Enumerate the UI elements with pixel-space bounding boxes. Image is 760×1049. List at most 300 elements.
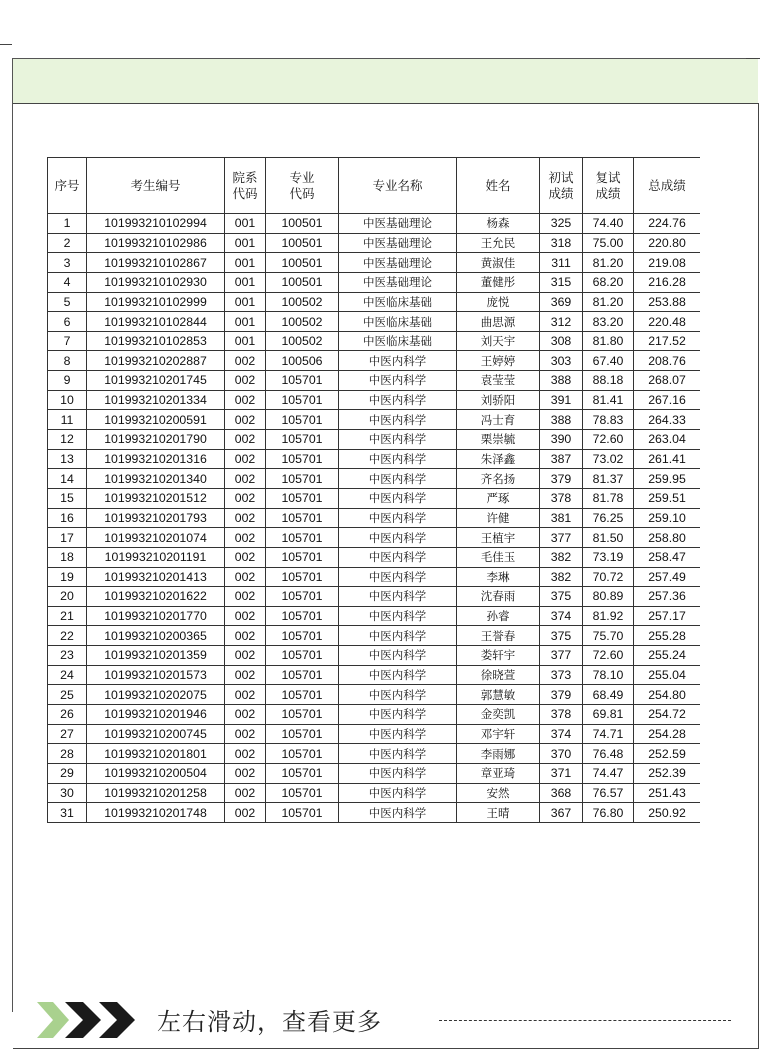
cell-retest: 81.20 bbox=[583, 292, 634, 312]
cell-seq: 30 bbox=[48, 783, 87, 803]
cell-retest: 76.48 bbox=[583, 744, 634, 764]
cell-first-exam: 377 bbox=[540, 646, 583, 666]
cell-major-code: 100502 bbox=[266, 331, 339, 351]
cell-candidate-id: 101993210102853 bbox=[87, 331, 225, 351]
cell-candidate-id: 101993210201359 bbox=[87, 646, 225, 666]
cell-seq: 9 bbox=[48, 371, 87, 391]
cell-seq: 1 bbox=[48, 214, 87, 234]
cell-candidate-id: 101993210102986 bbox=[87, 233, 225, 253]
cell-retest: 81.37 bbox=[583, 469, 634, 489]
cell-total: 219.08 bbox=[634, 253, 701, 273]
table-row bbox=[48, 567, 701, 587]
cell-candidate-id: 101993210201770 bbox=[87, 606, 225, 626]
cell-name: 齐名扬 bbox=[457, 469, 540, 489]
cell-name: 刘骄阳 bbox=[457, 390, 540, 410]
cell-name: 曲思源 bbox=[457, 312, 540, 332]
cell-major-code: 100501 bbox=[266, 214, 339, 234]
cell-dept-code: 002 bbox=[225, 488, 266, 508]
cell-dept-code: 001 bbox=[225, 331, 266, 351]
table-row bbox=[48, 371, 701, 391]
header-dept-code: 院系 代码 bbox=[225, 158, 266, 214]
cell-name: 刘天宇 bbox=[457, 331, 540, 351]
table-row bbox=[48, 528, 701, 548]
cell-total: 255.04 bbox=[634, 665, 701, 685]
cell-name: 王植宇 bbox=[457, 528, 540, 548]
cell-candidate-id: 101993210102994 bbox=[87, 214, 225, 234]
header-major-name: 专业名称 bbox=[339, 158, 457, 214]
cell-major-name: 中医内科学 bbox=[339, 803, 457, 823]
table-row bbox=[48, 351, 701, 371]
table-header-row bbox=[48, 158, 701, 214]
cell-name: 毛佳玉 bbox=[457, 547, 540, 567]
cell-total: 251.43 bbox=[634, 783, 701, 803]
cell-total: 253.88 bbox=[634, 292, 701, 312]
cell-major-name: 中医内科学 bbox=[339, 430, 457, 450]
cell-dept-code: 001 bbox=[225, 253, 266, 273]
cell-first-exam: 382 bbox=[540, 567, 583, 587]
cell-dept-code: 002 bbox=[225, 528, 266, 548]
cell-dept-code: 002 bbox=[225, 567, 266, 587]
header-seq: 序号 bbox=[48, 158, 87, 214]
cell-name: 冯士育 bbox=[457, 410, 540, 430]
cell-dept-code: 001 bbox=[225, 272, 266, 292]
cell-major-name: 中医内科学 bbox=[339, 783, 457, 803]
cell-candidate-id: 101993210200365 bbox=[87, 626, 225, 646]
cell-total: 257.36 bbox=[634, 587, 701, 607]
cell-major-name: 中医内科学 bbox=[339, 685, 457, 705]
cell-retest: 72.60 bbox=[583, 646, 634, 666]
cell-candidate-id: 101993210201793 bbox=[87, 508, 225, 528]
cell-name: 许健 bbox=[457, 508, 540, 528]
cell-candidate-id: 101993210201316 bbox=[87, 449, 225, 469]
table-row bbox=[48, 410, 701, 430]
cell-name: 王婷婷 bbox=[457, 351, 540, 371]
cell-major-code: 105701 bbox=[266, 508, 339, 528]
table-row bbox=[48, 606, 701, 626]
cell-name: 李雨娜 bbox=[457, 744, 540, 764]
cell-total: 259.95 bbox=[634, 469, 701, 489]
cell-total: 216.28 bbox=[634, 272, 701, 292]
cell-candidate-id: 101993210102999 bbox=[87, 292, 225, 312]
swipe-hint[interactable] bbox=[37, 1000, 737, 1040]
cell-dept-code: 002 bbox=[225, 449, 266, 469]
cell-major-code: 105701 bbox=[266, 705, 339, 725]
table-row bbox=[48, 214, 701, 234]
cell-retest: 73.19 bbox=[583, 547, 634, 567]
cell-first-exam: 308 bbox=[540, 331, 583, 351]
cell-name: 栗崇毓 bbox=[457, 430, 540, 450]
cell-major-name: 中医基础理论 bbox=[339, 214, 457, 234]
table-body bbox=[48, 214, 701, 823]
cell-retest: 76.80 bbox=[583, 803, 634, 823]
cell-first-exam: 374 bbox=[540, 724, 583, 744]
cell-dept-code: 002 bbox=[225, 508, 266, 528]
table-row bbox=[48, 272, 701, 292]
cell-major-code: 100501 bbox=[266, 272, 339, 292]
table-row bbox=[48, 253, 701, 273]
table-row bbox=[48, 744, 701, 764]
cell-total: 258.80 bbox=[634, 528, 701, 548]
cell-retest: 74.40 bbox=[583, 214, 634, 234]
cell-dept-code: 002 bbox=[225, 763, 266, 783]
cell-seq: 22 bbox=[48, 626, 87, 646]
cell-name: 朱泽鑫 bbox=[457, 449, 540, 469]
cell-dept-code: 002 bbox=[225, 606, 266, 626]
cell-retest: 81.41 bbox=[583, 390, 634, 410]
cell-major-name: 中医内科学 bbox=[339, 351, 457, 371]
cell-first-exam: 373 bbox=[540, 665, 583, 685]
header-retest: 复试 成绩 bbox=[583, 158, 634, 214]
cell-seq: 13 bbox=[48, 449, 87, 469]
cell-major-code: 105701 bbox=[266, 371, 339, 391]
cell-first-exam: 390 bbox=[540, 430, 583, 450]
cell-dept-code: 002 bbox=[225, 371, 266, 391]
cell-candidate-id: 101993210201801 bbox=[87, 744, 225, 764]
cell-major-name: 中医内科学 bbox=[339, 488, 457, 508]
cell-dept-code: 002 bbox=[225, 783, 266, 803]
cell-name: 黄淑佳 bbox=[457, 253, 540, 273]
cell-major-code: 105701 bbox=[266, 587, 339, 607]
cell-major-code: 100506 bbox=[266, 351, 339, 371]
cell-first-exam: 375 bbox=[540, 587, 583, 607]
table-row bbox=[48, 390, 701, 410]
cell-first-exam: 377 bbox=[540, 528, 583, 548]
cell-total: 252.59 bbox=[634, 744, 701, 764]
frame-right-tick bbox=[746, 58, 760, 59]
cell-candidate-id: 101993210201790 bbox=[87, 430, 225, 450]
cell-total: 255.28 bbox=[634, 626, 701, 646]
cell-first-exam: 379 bbox=[540, 685, 583, 705]
cell-first-exam: 318 bbox=[540, 233, 583, 253]
cell-seq: 6 bbox=[48, 312, 87, 332]
cell-major-name: 中医内科学 bbox=[339, 705, 457, 725]
cell-first-exam: 311 bbox=[540, 253, 583, 273]
cell-total: 259.10 bbox=[634, 508, 701, 528]
cell-total: 255.24 bbox=[634, 646, 701, 666]
cell-candidate-id: 101993210201946 bbox=[87, 705, 225, 725]
cell-first-exam: 388 bbox=[540, 371, 583, 391]
table-row bbox=[48, 469, 701, 489]
cell-major-name: 中医内科学 bbox=[339, 626, 457, 646]
cell-retest: 76.57 bbox=[583, 783, 634, 803]
cell-major-code: 105701 bbox=[266, 547, 339, 567]
cell-candidate-id: 101993210201340 bbox=[87, 469, 225, 489]
cell-dept-code: 001 bbox=[225, 312, 266, 332]
cell-retest: 73.02 bbox=[583, 449, 634, 469]
cell-dept-code: 002 bbox=[225, 410, 266, 430]
cell-seq: 18 bbox=[48, 547, 87, 567]
cell-major-code: 105701 bbox=[266, 528, 339, 548]
cell-first-exam: 379 bbox=[540, 469, 583, 489]
table-row bbox=[48, 312, 701, 332]
cell-major-code: 105701 bbox=[266, 469, 339, 489]
cell-major-code: 105701 bbox=[266, 665, 339, 685]
cell-retest: 81.50 bbox=[583, 528, 634, 548]
cell-first-exam: 378 bbox=[540, 705, 583, 725]
table-row bbox=[48, 508, 701, 528]
cell-candidate-id: 101993210201258 bbox=[87, 783, 225, 803]
cell-retest: 81.92 bbox=[583, 606, 634, 626]
cell-major-name: 中医临床基础 bbox=[339, 331, 457, 351]
cell-retest: 72.60 bbox=[583, 430, 634, 450]
outer-frame bbox=[12, 58, 758, 1036]
cell-seq: 5 bbox=[48, 292, 87, 312]
cell-seq: 29 bbox=[48, 763, 87, 783]
cell-major-code: 100501 bbox=[266, 253, 339, 273]
cell-name: 安然 bbox=[457, 783, 540, 803]
cell-major-name: 中医内科学 bbox=[339, 724, 457, 744]
cell-total: 254.72 bbox=[634, 705, 701, 725]
cell-total: 257.17 bbox=[634, 606, 701, 626]
cell-first-exam: 303 bbox=[540, 351, 583, 371]
cell-first-exam: 378 bbox=[540, 488, 583, 508]
cell-retest: 76.25 bbox=[583, 508, 634, 528]
cell-seq: 16 bbox=[48, 508, 87, 528]
cell-candidate-id: 101993210201074 bbox=[87, 528, 225, 548]
content-card bbox=[13, 103, 759, 1049]
cell-retest: 67.40 bbox=[583, 351, 634, 371]
header-first-exam: 初试 成绩 bbox=[540, 158, 583, 214]
table-row bbox=[48, 803, 701, 823]
cell-retest: 81.78 bbox=[583, 488, 634, 508]
cell-major-name: 中医临床基础 bbox=[339, 312, 457, 332]
score-table bbox=[47, 157, 700, 823]
cell-major-name: 中医内科学 bbox=[339, 410, 457, 430]
cell-seq: 2 bbox=[48, 233, 87, 253]
cell-major-name: 中医临床基础 bbox=[339, 292, 457, 312]
cell-seq: 17 bbox=[48, 528, 87, 548]
cell-dept-code: 002 bbox=[225, 665, 266, 685]
frame-top-line bbox=[0, 44, 12, 45]
cell-major-code: 105701 bbox=[266, 567, 339, 587]
cell-first-exam: 370 bbox=[540, 744, 583, 764]
table-row bbox=[48, 724, 701, 744]
cell-dept-code: 002 bbox=[225, 587, 266, 607]
cell-dept-code: 002 bbox=[225, 646, 266, 666]
chevrons-icon bbox=[37, 1000, 149, 1040]
cell-retest: 68.20 bbox=[583, 272, 634, 292]
cell-candidate-id: 101993210201622 bbox=[87, 587, 225, 607]
cell-candidate-id: 101993210201512 bbox=[87, 488, 225, 508]
table-row bbox=[48, 331, 701, 351]
cell-major-code: 105701 bbox=[266, 783, 339, 803]
cell-retest: 74.47 bbox=[583, 763, 634, 783]
cell-dept-code: 002 bbox=[225, 705, 266, 725]
cell-seq: 10 bbox=[48, 390, 87, 410]
cell-seq: 28 bbox=[48, 744, 87, 764]
cell-major-name: 中医内科学 bbox=[339, 763, 457, 783]
cell-major-name: 中医基础理论 bbox=[339, 233, 457, 253]
cell-first-exam: 374 bbox=[540, 606, 583, 626]
cell-seq: 27 bbox=[48, 724, 87, 744]
cell-major-code: 100501 bbox=[266, 233, 339, 253]
cell-major-name: 中医内科学 bbox=[339, 587, 457, 607]
cell-first-exam: 367 bbox=[540, 803, 583, 823]
cell-total: 254.28 bbox=[634, 724, 701, 744]
cell-major-name: 中医内科学 bbox=[339, 508, 457, 528]
cell-first-exam: 382 bbox=[540, 547, 583, 567]
cell-major-code: 105701 bbox=[266, 724, 339, 744]
table-row bbox=[48, 587, 701, 607]
swipe-hint-text: 左右滑动，查看更多 bbox=[157, 1008, 382, 1036]
cell-name: 杨森 bbox=[457, 214, 540, 234]
cell-major-name: 中医内科学 bbox=[339, 528, 457, 548]
cell-name: 王晴 bbox=[457, 803, 540, 823]
cell-seq: 14 bbox=[48, 469, 87, 489]
cell-candidate-id: 101993210201573 bbox=[87, 665, 225, 685]
cell-first-exam: 312 bbox=[540, 312, 583, 332]
cell-first-exam: 325 bbox=[540, 214, 583, 234]
cell-seq: 20 bbox=[48, 587, 87, 607]
cell-seq: 26 bbox=[48, 705, 87, 725]
cell-seq: 8 bbox=[48, 351, 87, 371]
table-row bbox=[48, 292, 701, 312]
cell-name: 王允民 bbox=[457, 233, 540, 253]
cell-dept-code: 002 bbox=[225, 803, 266, 823]
cell-major-name: 中医内科学 bbox=[339, 665, 457, 685]
cell-first-exam: 315 bbox=[540, 272, 583, 292]
cell-total: 261.41 bbox=[634, 449, 701, 469]
table-row bbox=[48, 626, 701, 646]
cell-major-name: 中医内科学 bbox=[339, 469, 457, 489]
chevron-light-icon bbox=[37, 1002, 69, 1038]
cell-seq: 4 bbox=[48, 272, 87, 292]
cell-seq: 19 bbox=[48, 567, 87, 587]
cell-retest: 74.71 bbox=[583, 724, 634, 744]
cell-major-name: 中医内科学 bbox=[339, 390, 457, 410]
cell-major-name: 中医内科学 bbox=[339, 567, 457, 587]
cell-first-exam: 375 bbox=[540, 626, 583, 646]
cell-first-exam: 387 bbox=[540, 449, 583, 469]
cell-major-code: 105701 bbox=[266, 646, 339, 666]
cell-candidate-id: 101993210102867 bbox=[87, 253, 225, 273]
cell-retest: 68.49 bbox=[583, 685, 634, 705]
header-total: 总成绩 bbox=[634, 158, 701, 214]
header-major-code: 专业 代码 bbox=[266, 158, 339, 214]
table-row bbox=[48, 665, 701, 685]
cell-major-code: 105701 bbox=[266, 606, 339, 626]
cell-name: 严琢 bbox=[457, 488, 540, 508]
table-row bbox=[48, 449, 701, 469]
cell-total: 259.51 bbox=[634, 488, 701, 508]
cell-name: 袁莹莹 bbox=[457, 371, 540, 391]
table-row bbox=[48, 488, 701, 508]
cell-major-code: 105701 bbox=[266, 626, 339, 646]
table-row bbox=[48, 430, 701, 450]
cell-seq: 23 bbox=[48, 646, 87, 666]
cell-major-code: 105701 bbox=[266, 685, 339, 705]
cell-dept-code: 001 bbox=[225, 233, 266, 253]
cell-dept-code: 002 bbox=[225, 547, 266, 567]
chevron-dark-icon-2 bbox=[99, 1002, 135, 1038]
cell-dept-code: 002 bbox=[225, 744, 266, 764]
table-row bbox=[48, 783, 701, 803]
cell-first-exam: 388 bbox=[540, 410, 583, 430]
cell-major-code: 105701 bbox=[266, 449, 339, 469]
cell-candidate-id: 101993210201748 bbox=[87, 803, 225, 823]
cell-retest: 81.80 bbox=[583, 331, 634, 351]
cell-retest: 81.20 bbox=[583, 253, 634, 273]
cell-retest: 75.70 bbox=[583, 626, 634, 646]
cell-name: 娄轩宇 bbox=[457, 646, 540, 666]
cell-major-code: 105701 bbox=[266, 430, 339, 450]
cell-candidate-id: 101993210202075 bbox=[87, 685, 225, 705]
table-row bbox=[48, 646, 701, 666]
cell-seq: 25 bbox=[48, 685, 87, 705]
cell-seq: 7 bbox=[48, 331, 87, 351]
cell-first-exam: 371 bbox=[540, 763, 583, 783]
cell-seq: 21 bbox=[48, 606, 87, 626]
cell-major-code: 105701 bbox=[266, 390, 339, 410]
table-row bbox=[48, 233, 701, 253]
cell-major-name: 中医基础理论 bbox=[339, 253, 457, 273]
cell-major-name: 中医内科学 bbox=[339, 646, 457, 666]
cell-total: 257.49 bbox=[634, 567, 701, 587]
cell-total: 220.48 bbox=[634, 312, 701, 332]
cell-dept-code: 002 bbox=[225, 430, 266, 450]
cell-candidate-id: 101993210202887 bbox=[87, 351, 225, 371]
cell-seq: 3 bbox=[48, 253, 87, 273]
cell-name: 沈春雨 bbox=[457, 587, 540, 607]
cell-major-code: 105701 bbox=[266, 803, 339, 823]
cell-retest: 80.89 bbox=[583, 587, 634, 607]
cell-name: 董健彤 bbox=[457, 272, 540, 292]
cell-retest: 78.10 bbox=[583, 665, 634, 685]
cell-seq: 11 bbox=[48, 410, 87, 430]
cell-name: 金奕凯 bbox=[457, 705, 540, 725]
cell-total: 217.52 bbox=[634, 331, 701, 351]
cell-candidate-id: 101993210201745 bbox=[87, 371, 225, 391]
cell-seq: 31 bbox=[48, 803, 87, 823]
cell-major-code: 100502 bbox=[266, 312, 339, 332]
cell-total: 252.39 bbox=[634, 763, 701, 783]
cell-first-exam: 369 bbox=[540, 292, 583, 312]
cell-dept-code: 002 bbox=[225, 469, 266, 489]
cell-dept-code: 002 bbox=[225, 724, 266, 744]
cell-name: 郭慧敏 bbox=[457, 685, 540, 705]
cell-major-code: 100502 bbox=[266, 292, 339, 312]
cell-total: 267.16 bbox=[634, 390, 701, 410]
cell-retest: 88.18 bbox=[583, 371, 634, 391]
table-row bbox=[48, 763, 701, 783]
cell-major-code: 105701 bbox=[266, 763, 339, 783]
header-candidate-id: 考生编号 bbox=[87, 158, 225, 214]
cell-total: 250.92 bbox=[634, 803, 701, 823]
cell-name: 章亚琦 bbox=[457, 763, 540, 783]
cell-major-name: 中医内科学 bbox=[339, 744, 457, 764]
cell-first-exam: 391 bbox=[540, 390, 583, 410]
cell-name: 邓宇轩 bbox=[457, 724, 540, 744]
cell-seq: 15 bbox=[48, 488, 87, 508]
cell-first-exam: 368 bbox=[540, 783, 583, 803]
chevron-dark-icon-1 bbox=[65, 1002, 101, 1038]
cell-major-name: 中医内科学 bbox=[339, 547, 457, 567]
cell-total: 268.07 bbox=[634, 371, 701, 391]
dashed-divider bbox=[439, 1020, 731, 1021]
cell-candidate-id: 101993210201191 bbox=[87, 547, 225, 567]
cell-candidate-id: 101993210201334 bbox=[87, 390, 225, 410]
cell-retest: 70.72 bbox=[583, 567, 634, 587]
cell-major-name: 中医基础理论 bbox=[339, 272, 457, 292]
cell-name: 庞悦 bbox=[457, 292, 540, 312]
cell-total: 263.04 bbox=[634, 430, 701, 450]
cell-total: 208.76 bbox=[634, 351, 701, 371]
cell-dept-code: 002 bbox=[225, 626, 266, 646]
cell-total: 264.33 bbox=[634, 410, 701, 430]
cell-total: 220.80 bbox=[634, 233, 701, 253]
cell-candidate-id: 101993210201413 bbox=[87, 567, 225, 587]
cell-candidate-id: 101993210200591 bbox=[87, 410, 225, 430]
